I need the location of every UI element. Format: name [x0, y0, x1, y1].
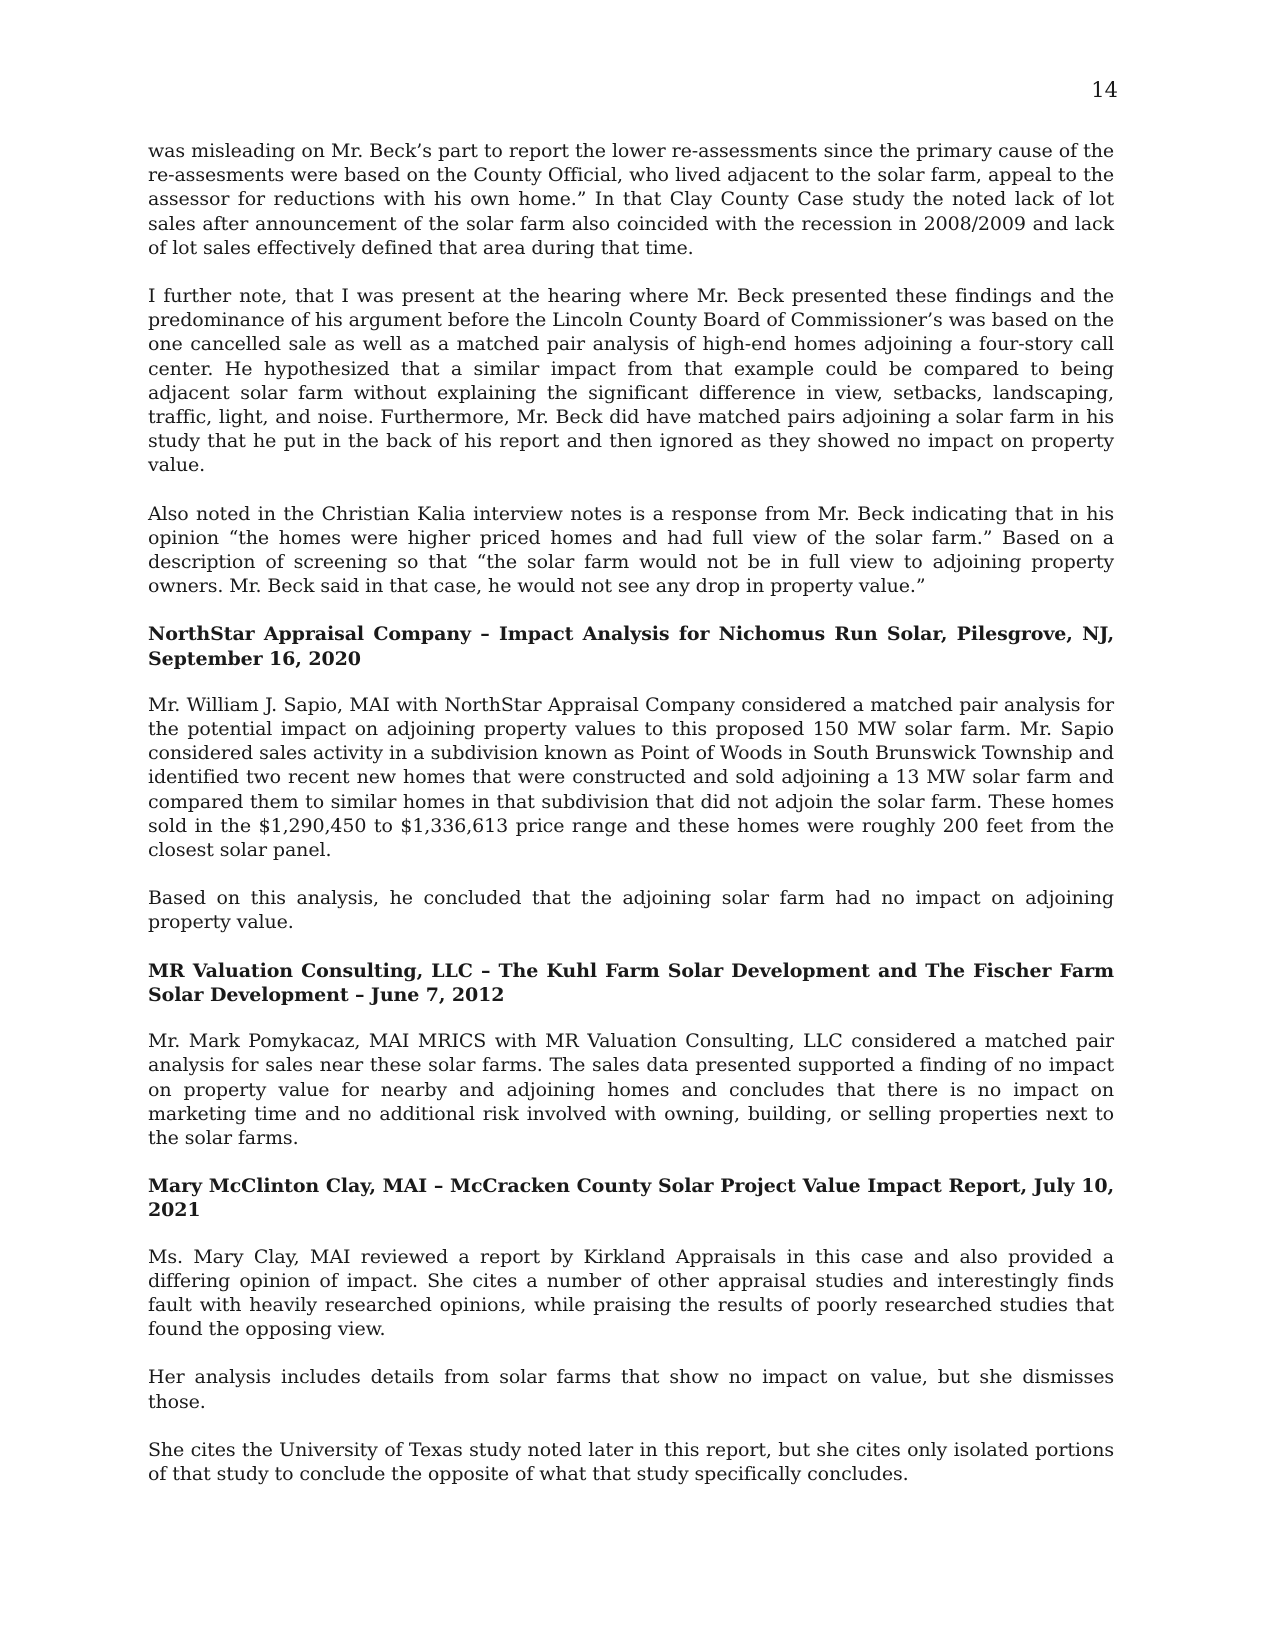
- paragraph-beck-reassessments: was misleading on Mr. Beck’s part to report the lower re-assessments since the primary cause of the re-assesments were based on the County Official, who lived adjacent to the solar farm, appeal to the assessor for reductions with his own home.” In that Clay County Case study the noted lack of lot sales after announcement of the solar farm also coincided with the recession in 2008/2009 and lack of lot sales effectively defined that area during that time.: [148, 140, 1114, 259]
- paragraph-clay-review: Ms. Mary Clay, MAI reviewed a report by Kirkland Appraisals in this case and also provided a differing opinion of impact. She cites a number of other appraisal studies and interestingly finds fault with heavily researched opinions, while praising the results of poorly researched studies that found the opposing view.: [148, 1245, 1114, 1341]
- page-number: 14: [1091, 78, 1118, 102]
- heading-mr-valuation: MR Valuation Consulting, LLC – The Kuhl Farm Solar Development and The Fischer Farm Solar Development – June 7, 2012: [148, 959, 1114, 1006]
- paragraph-clay-dismisses: Her analysis includes details from solar farms that show no impact on value, but she dismisses those.: [148, 1366, 1114, 1413]
- paragraph-sapio-analysis: Mr. William J. Sapio, MAI with NorthStar Appraisal Company considered a matched pair analysis for the potential impact on adjoining property values to this proposed 150 MW solar farm. Mr. Sapio considered sales activity in a subdivision known as Point of Woods in South Brunswick Township and identified two recent new homes that were constructed and sold adjoining a 13 MW solar farm and compared them to similar homes in that subdivision that did not adjoin the solar farm. These homes sold in the $1,290,450 to $1,336,613 price range and these homes were roughly 200 feet from the closest solar panel.: [148, 693, 1114, 862]
- document-body: [148, 139, 1114, 1510]
- paragraph-kalia-interview: Also noted in the Christian Kalia interview notes is a response from Mr. Beck indicating that in his opinion “the homes were higher priced homes and had full view of the solar farm.” Based on a description of screening so that “the solar farm would not be in full view to adjoining property owners. Mr. Beck said in that case, he would not see any drop in property value.”: [148, 502, 1114, 598]
- heading-northstar: NorthStar Appraisal Company – Impact Analysis for Nichomus Run Solar, Pilesgrove, NJ, September 16, 2020: [148, 623, 1114, 670]
- paragraph-lincoln-county-hearing: I further note, that I was present at the hearing where Mr. Beck presented these findings and the predominance of his argument before the Lincoln County Board of Commissioner’s was based on the one cancelled sale as well as a matched pair analysis of high-end homes adjoining a four-story call center. He hypothesized that a similar impact from that example could be compared to being adjacent solar farm without explaining the significant difference in view, setbacks, landscaping, traffic, light, and noise. Furthermore, Mr. Beck did have matched pairs adjoining a solar farm in his study that he put in the back of his report and then ignored as they showed no impact on property value.: [148, 285, 1114, 477]
- heading-mary-clay: Mary McClinton Clay, MAI – McCracken County Solar Project Value Impact Report, July 10, 2021: [148, 1175, 1114, 1222]
- paragraph-sapio-conclusion: Based on this analysis, he concluded that the adjoining solar farm had no impact on adjoining property value.: [148, 887, 1114, 934]
- paragraph-pomykacaz-analysis: Mr. Mark Pomykacaz, MAI MRICS with MR Valuation Consulting, LLC considered a matched pair analysis for sales near these solar farms. The sales data presented supported a finding of no impact on property value for nearby and adjoining homes and concludes that there is no impact on marketing time and no additional risk involved with owning, building, or selling properties next to the solar farms.: [148, 1030, 1114, 1149]
- paragraph-texas-study: She cites the University of Texas study noted later in this report, but she cites only isolated portions of that study to conclude the opposite of what that study specifically concludes.: [148, 1438, 1114, 1485]
